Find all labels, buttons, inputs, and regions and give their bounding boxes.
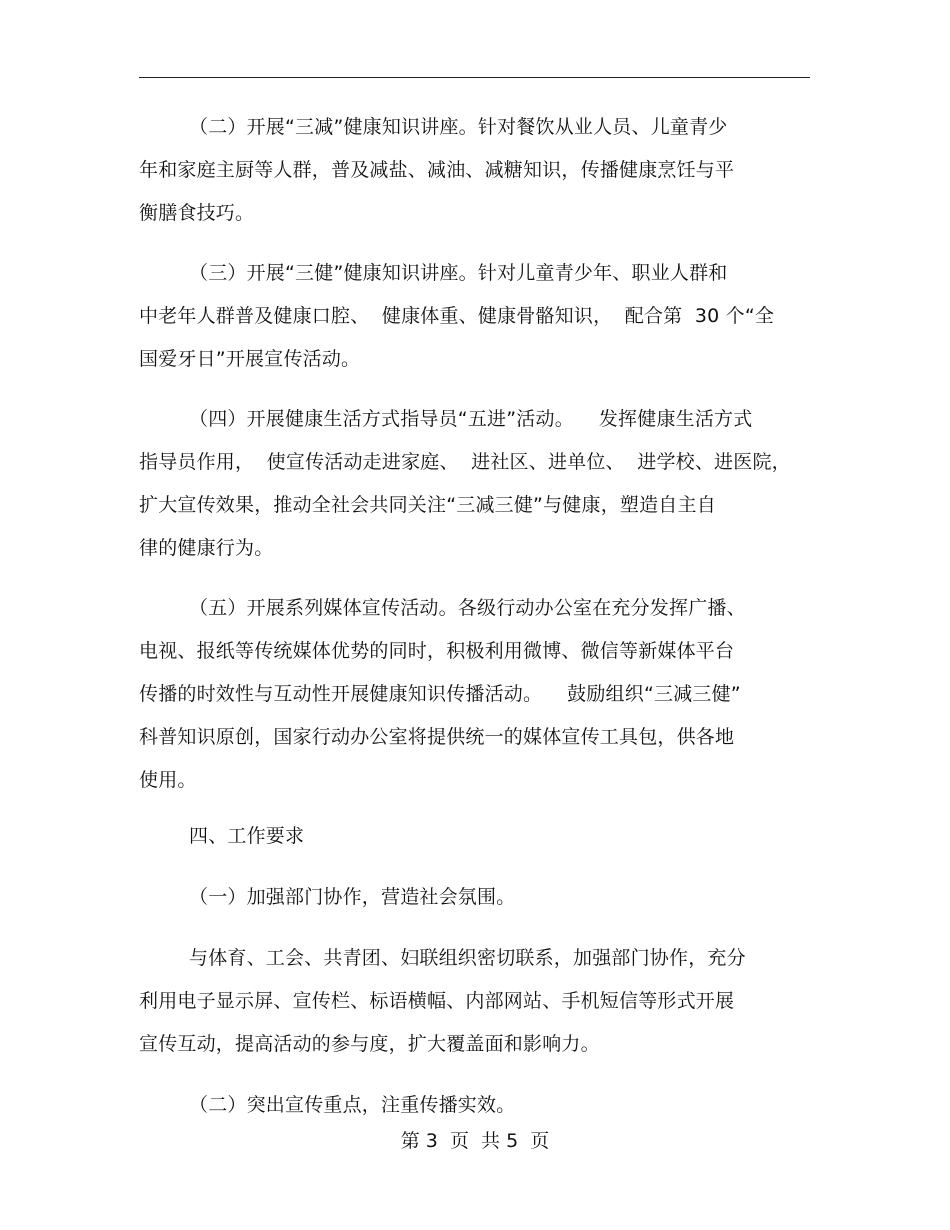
page-number-footer: 第 3 页 共 5 页 [400, 1130, 550, 1152]
header-rule [139, 77, 810, 78]
subheading-focus [139, 1084, 829, 1127]
text-line: 中老年人群普及健康口腔、 健康体重、健康骨骼知识， 配合第 30 个“全 [139, 305, 775, 327]
text-line: 指导员作用， 使宣传活动走进家庭、 进社区、进单位、 进学校、进医院， [139, 451, 791, 473]
text-line: 衡膳食技巧。 [139, 202, 255, 224]
subheading: （二）突出宣传重点，注重传播实效。 [189, 1094, 516, 1116]
text-line: 使用。 [139, 769, 197, 791]
subheading: （一）加强部门协作，营造社会氛围。 [189, 886, 516, 908]
paragraph-five-entries [139, 398, 829, 570]
paragraph-san-jian-lecture [139, 106, 829, 235]
text-line: 科普知识原创，国家行动办公室将提供统一的媒体宣传工具包，供各地 [139, 726, 735, 748]
subheading-cooperation [139, 876, 829, 919]
paragraph-media-campaign [139, 587, 829, 802]
text-line: 利用电子显示屏、宣传栏、标语横幅、内部网站、手机短信等形式开展 [139, 990, 735, 1012]
text-line: 国爱牙日”开展宣传活动。 [139, 348, 361, 370]
text-line: 扩大宣传效果，推动全社会共同关注“三减三健”与健康，塑造自主自 [139, 494, 716, 516]
paragraph-san-jian-health-lecture [139, 252, 829, 381]
section-heading: 四、工作要求 [189, 825, 305, 847]
text-line: 年和家庭主厨等人群，普及减盐、减油、减糖知识，传播健康烹饪与平 [139, 159, 735, 181]
text-line: （三）开展“三健”健康知识讲座。针对儿童青少年、职业人群和 [189, 262, 728, 284]
text-line: 电视、报纸等传统媒体优势的同时，积极利用微博、微信等新媒体平台 [139, 640, 735, 662]
text-line: 与体育、工会、共青团、妇联组织密切联系，加强部门协作，充分 [189, 947, 746, 969]
text-line: （四）开展健康生活方式指导员“五进”活动。 发挥健康生活方式 [189, 408, 753, 430]
text-line: 传播的时效性与互动性开展健康知识传播活动。 鼓励组织“三减三健” [139, 683, 741, 705]
paragraph-cooperation [139, 937, 829, 1066]
text-line: （二）开展“三减”健康知识讲座。针对餐饮从业人员、儿童青少 [189, 116, 728, 138]
section-heading-work-requirements [139, 815, 829, 858]
text-line: 律的健康行为。 [139, 537, 274, 559]
text-line: （五）开展系列媒体宣传活动。各级行动办公室在充分发挥广播、 [189, 597, 746, 619]
text-line: 宣传互动，提高活动的参与度，扩大覆盖面和影响力。 [139, 1033, 600, 1055]
